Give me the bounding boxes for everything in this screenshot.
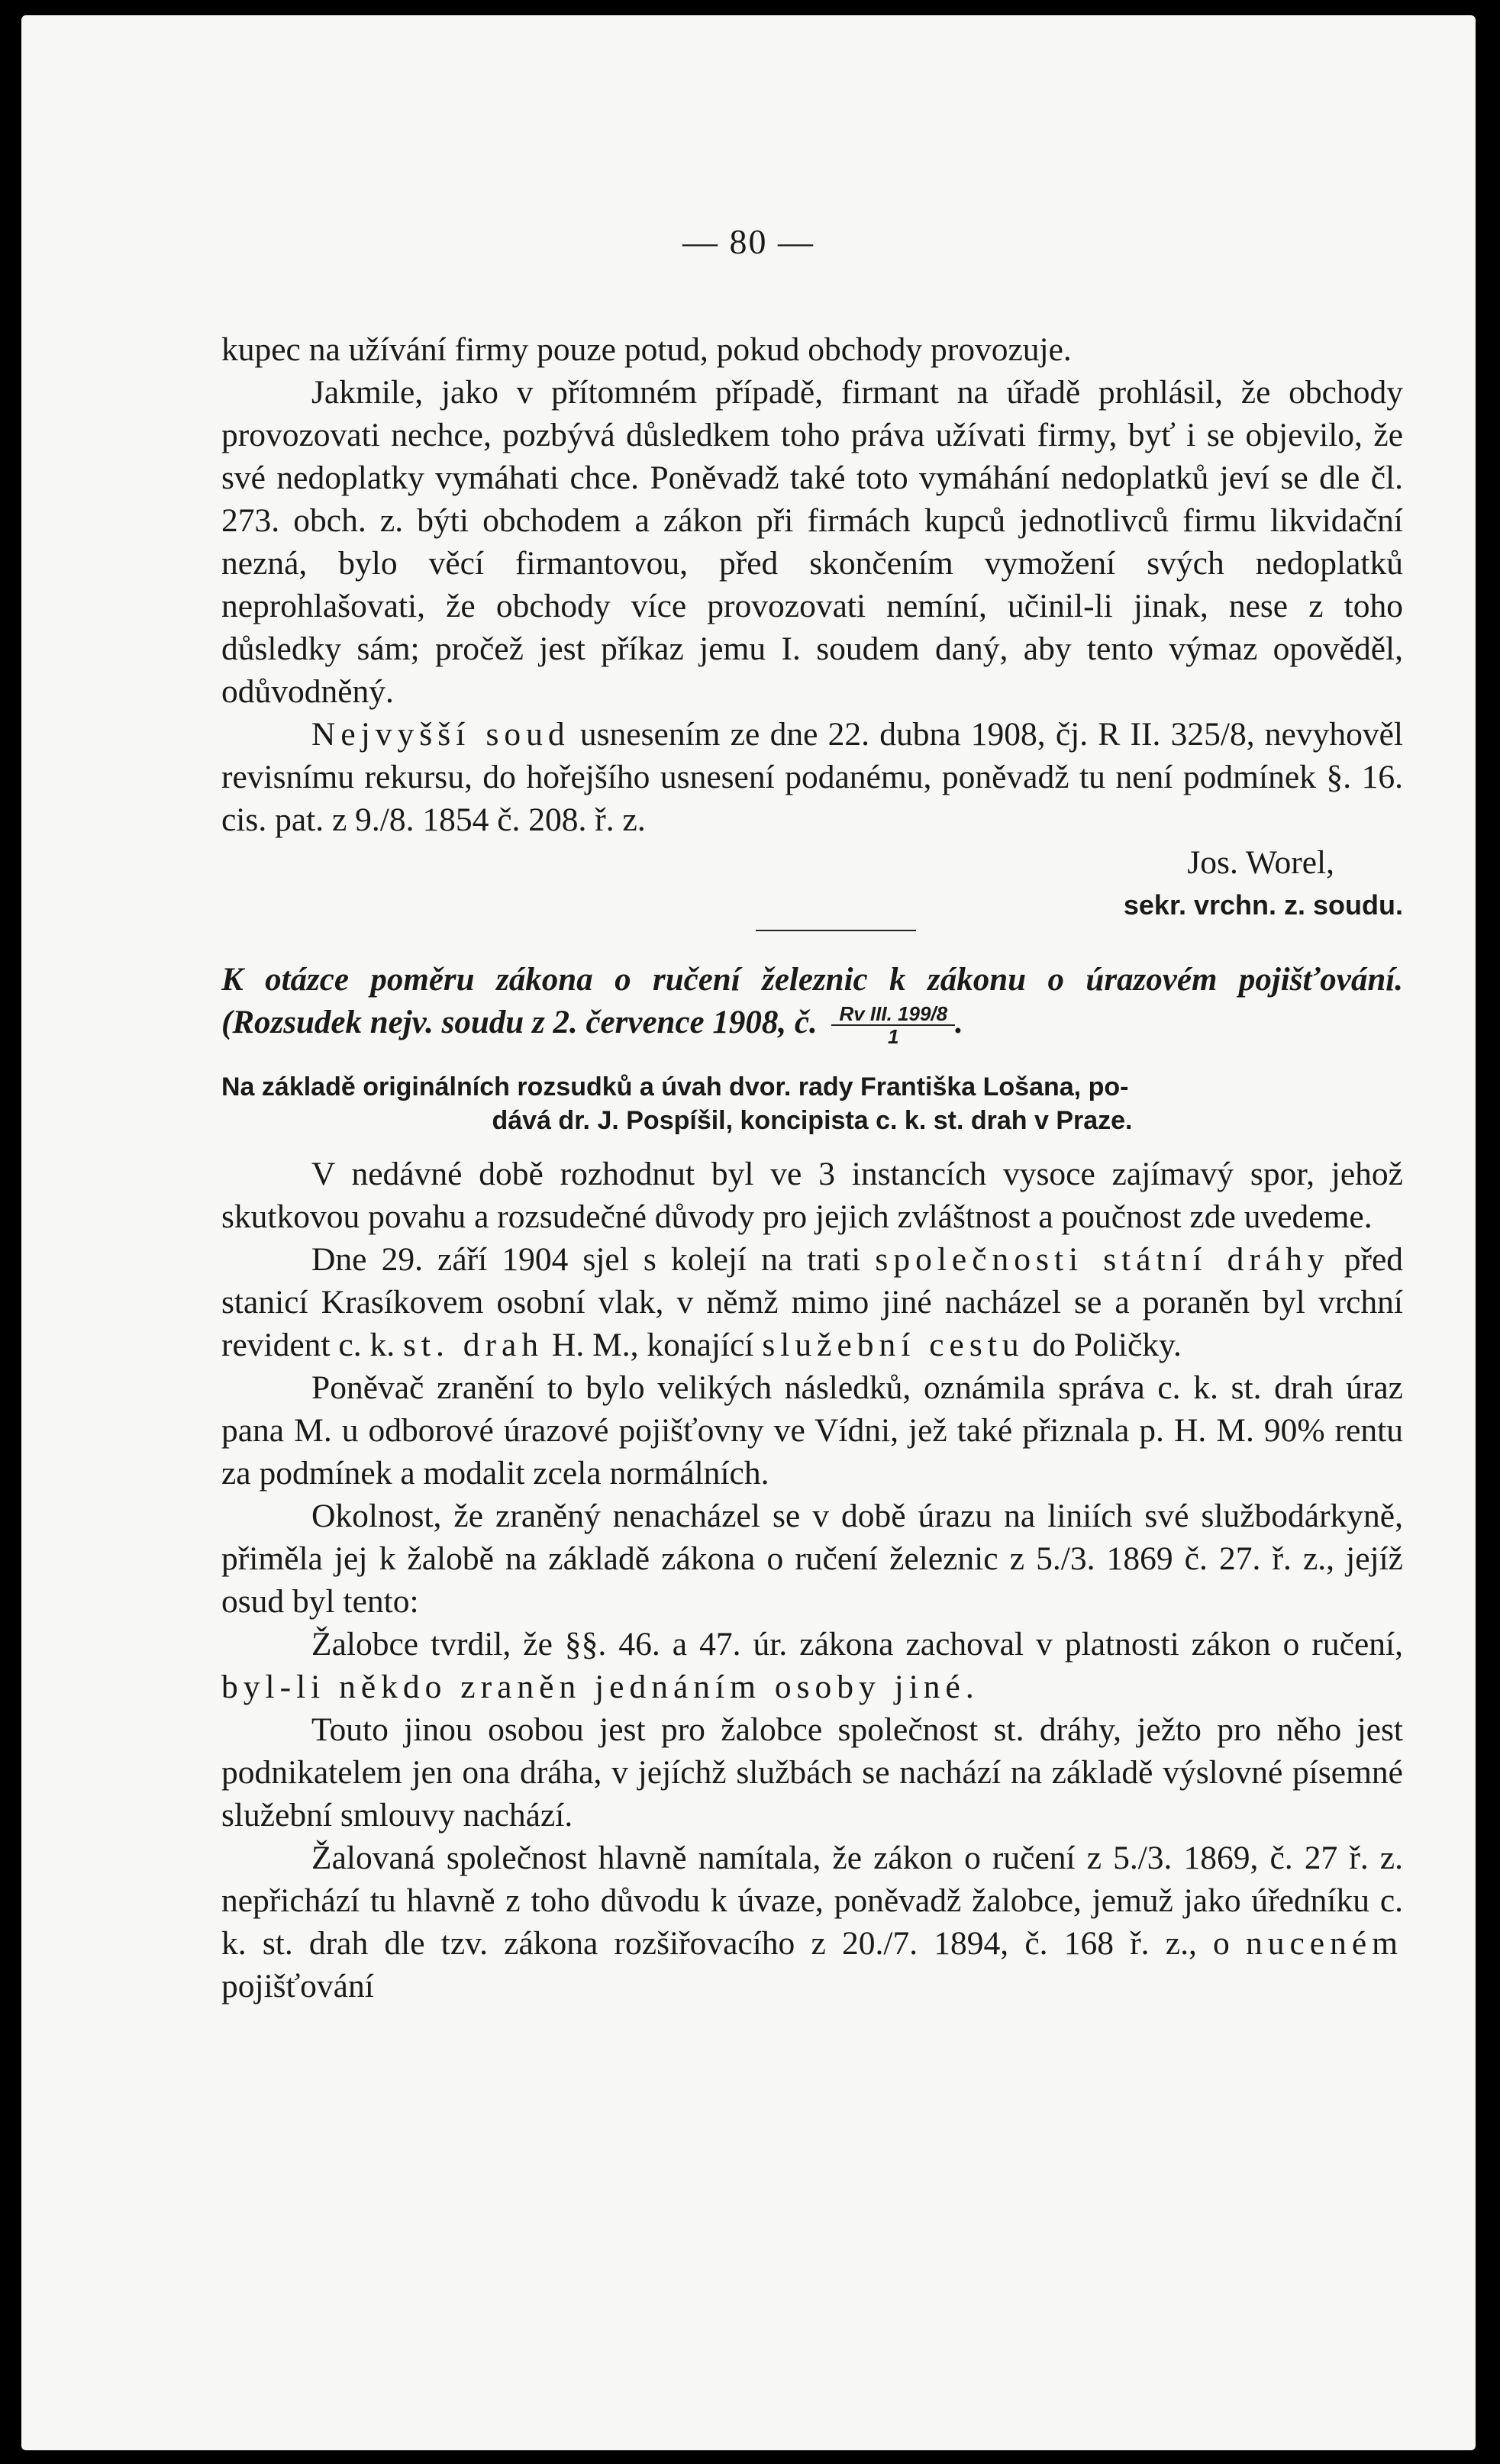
- paragraph-text: V nedávné době rozhodnut byl ve 3 instancích vysoce zajímavý spor, jehož skutkovou povahu a rozsudečné důvody pro jejich zvláštnost a poučnost zde uvedeme.: [221, 1156, 1403, 1236]
- paragraph: [221, 1837, 1403, 2008]
- paragraph-text: do Poličky.: [1024, 1327, 1182, 1364]
- paragraph-text: Dne 29. září 1904 sjel s kolejí na trati: [311, 1241, 876, 1279]
- page-number: — 80 —: [682, 222, 815, 261]
- paragraph-text: Žalobce tvrdil, že §§. 46. a 47. úr. zákona zachoval v platnosti zákon o ručení,: [311, 1626, 1403, 1663]
- source-note-line2: dává dr. J. Pospíšil, koncipista c. k. st. drah v Praze.: [492, 1106, 1133, 1136]
- case-reference-suffix: .: [955, 1005, 963, 1040]
- paragraph-text: Okolnost, že zraněný nenacházel se v době úrazu na liniích své službodárkyně, přiměla jej k žalobě na základě zákona o ručení železnic z 5./3. 1869 č. 27. ř. z., jejíž osud byl tento:: [221, 1498, 1403, 1621]
- paragraph: [221, 1238, 1403, 1366]
- paragraph-text: Poněvač zranění to bylo velikých následků, oznámila správa c. k. st. drah úraz pana M. u odborové úrazové pojišťovny ve Vídni, jež také přiznala p. H. M. 90% rentu za podmínek a modalit zcela normálních.: [221, 1369, 1403, 1492]
- paragraph: [221, 1153, 1403, 1238]
- spaced-emphasis: st. drah: [402, 1327, 544, 1364]
- signature-name: Jos. Worel,: [1187, 844, 1334, 881]
- article-title: [221, 959, 1403, 1047]
- section-divider: [756, 930, 916, 931]
- book-page: [21, 15, 1476, 2450]
- case-reference-numerator: Rv III. 199/8: [831, 1003, 955, 1026]
- case-reference: [831, 1003, 955, 1047]
- source-note-line1: Na základě originálních rozsudků a úvah dvor. rady Františka Lošana, po-: [221, 1072, 1129, 1102]
- article-title-text: K otázce poměru zákona o ručení železnic k zákonu o úrazovém pojišťování. (Rozsudek nejv. soudu z 2. července 1908, č.: [221, 962, 1403, 1040]
- spaced-emphasis: nuceném: [1245, 1925, 1403, 1962]
- court-name: Nejvyšší soud: [311, 716, 570, 753]
- paragraph: Jakmile, jako v přítomném případě, firmant na úřadě prohlásil, že obchody provozovati nechce, pozbývá důsledkem toho práva užívati firmy, byť i se objevilo, že své nedoplatky vymáhati chce. Poněvadž také toto vymáhání nedoplatků jeví se dle čl. 273. obch. z. býti obchodem a zákon při firmách kupců jednotlivců firmu likvidační nezná, bylo věcí firmantovou, před skončením vymožení svých nedoplatků neprohlašovati, že obchody více provozovati nemíní, učinil-li jinak, nese z toho důsledky sám; pročež jest příkaz jemu I. soudem daný, aby tento výmaz opověděl, odůvodněný.: [221, 374, 1403, 710]
- paragraph: kupec na užívání firmy pouze potud, pokud obchody provozuje.: [221, 331, 1072, 368]
- paragraph-text: H. M., konající: [544, 1327, 763, 1364]
- paragraph: [221, 1366, 1403, 1495]
- paragraph-text: Žalovaná společnost hlavně namítala, že zákon o ručení z 5./3. 1869, č. 27 ř. z. nepřichází tu hlavně z toho důvodu k úvaze, poněvadž žalobce, jemuž jako úředníku c. k. st. drah dle tzv. zákona rozšiřovacího z 20./7. 1894, č. 168 ř. z., o: [221, 1840, 1403, 1962]
- paragraph: [221, 1623, 1403, 1708]
- paragraph-text: pojišťování: [221, 1968, 374, 2005]
- paragraph-text: Touto jinou osobou jest pro žalobce společnost st. dráhy, ježto pro něho jest podnikatelem jen ona dráha, v jejíchž službách se nachází na základě výslovné písemné služební smlouvy nachází.: [221, 1711, 1403, 1834]
- spaced-emphasis: služební cestu: [762, 1327, 1024, 1364]
- ruling-paragraph: [221, 713, 1403, 841]
- signature-title: sekr. vrchn. z. soudu.: [1123, 889, 1403, 921]
- spaced-emphasis: byl-li někdo zraněn jednáním osoby jiné.: [221, 1669, 979, 1706]
- paragraph: [221, 1495, 1403, 1623]
- ruling-text: usnesením ze dne 22. dubna 1908, čj. R II. 325/8, nevyhověl revisnímu rekursu, do hořejšího usnesení podanému, poněvadž tu není podmínek §. 16. cis. pat. z 9./8. 1854 č. 208. ř. z.: [221, 716, 1403, 838]
- signature-block: [221, 841, 1403, 927]
- spaced-emphasis: společnosti státní dráhy: [875, 1241, 1330, 1279]
- paragraph-text: před stanicí Krasíkovem osobní vlak, v němž mimo jiné nacházel se a poraněn byl vrchní revident c. k.: [221, 1241, 1404, 1364]
- article-body: [221, 1153, 1403, 2008]
- case-reference-denominator: 1: [888, 1025, 899, 1049]
- paragraph: [221, 1708, 1403, 1837]
- page-body: [221, 328, 1403, 2008]
- source-note: [221, 1070, 1403, 1137]
